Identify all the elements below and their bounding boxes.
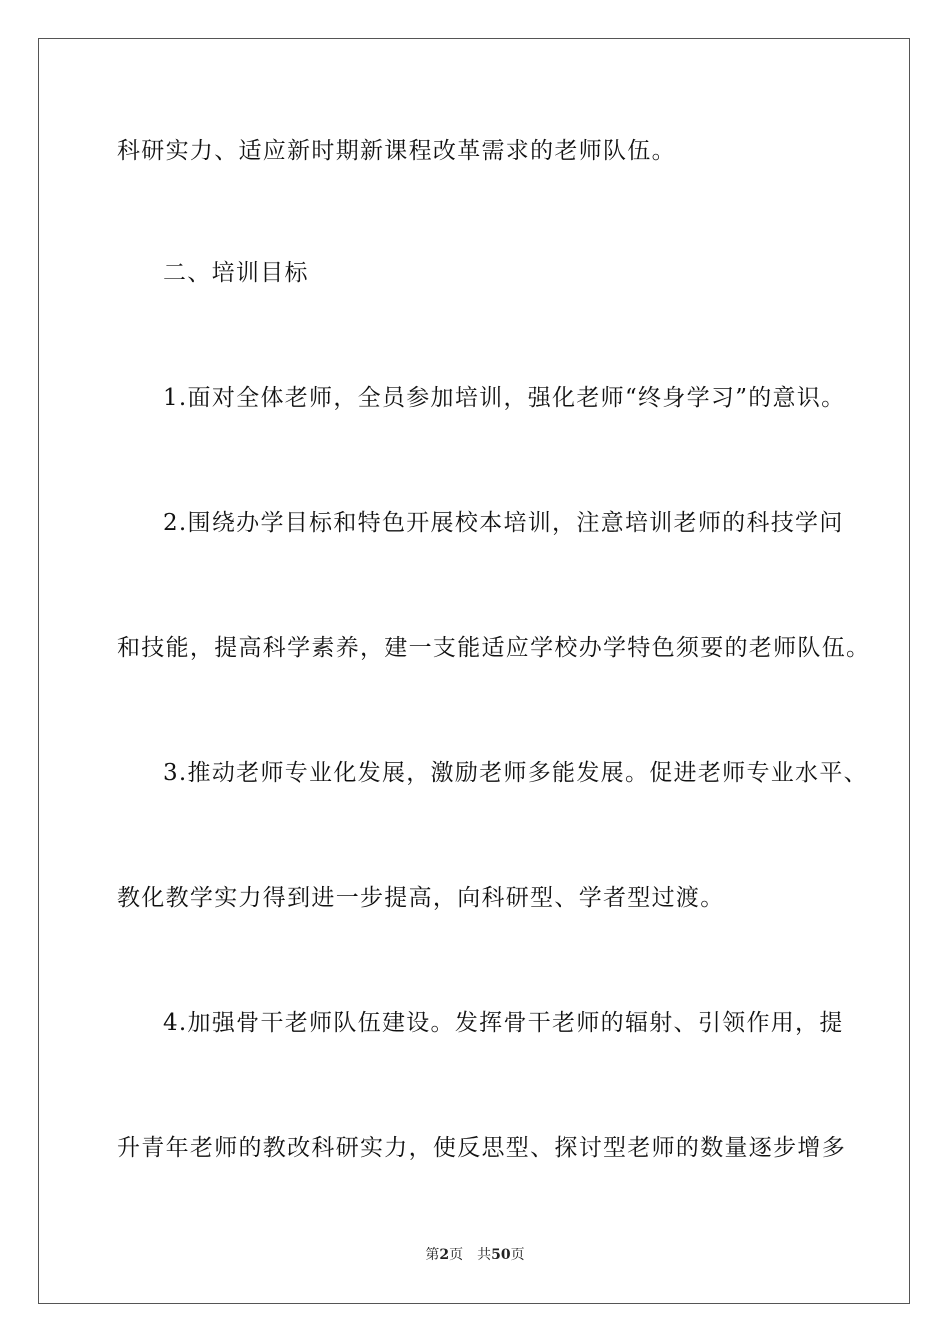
total-prefix: 共 xyxy=(477,1247,492,1263)
paragraph-line-4: 和技能，提高科学素养，建一支能适应学校办学特色须要的老师队伍。 xyxy=(117,635,871,661)
paragraph-line-5: 3.推动老师专业化发展，激励老师多能发展。促进老师专业水平、 xyxy=(163,760,868,786)
paragraph-line-8: 升青年老师的教改科研实力，使反思型、探讨型老师的数量逐步增多 xyxy=(117,1135,846,1161)
paragraph-line-3: 2.围绕办学目标和特色开展校本培训，注意培训老师的科技学问 xyxy=(163,510,844,536)
paragraph-line-7: 4.加强骨干老师队伍建设。发挥骨干老师的辐射、引领作用，提 xyxy=(163,1010,844,1036)
page-suffix: 页 xyxy=(449,1247,464,1263)
page-footer xyxy=(0,1246,950,1264)
paragraph-line-1: 科研实力、适应新时期新课程改革需求的老师队伍。 xyxy=(117,138,676,164)
page-border xyxy=(38,38,910,1304)
page-prefix: 第 xyxy=(425,1247,440,1263)
total-pages: 50 xyxy=(491,1247,511,1263)
paragraph-line-6: 教化教学实力得到进一步提高，向科研型、学者型过渡。 xyxy=(117,885,725,911)
page-number: 2 xyxy=(439,1247,450,1263)
section-heading: 二、培训目标 xyxy=(163,260,309,286)
paragraph-line-2: 1.面对全体老师，全员参加培训，强化老师“终身学习”的意识。 xyxy=(163,385,846,411)
total-suffix: 页 xyxy=(510,1247,525,1263)
